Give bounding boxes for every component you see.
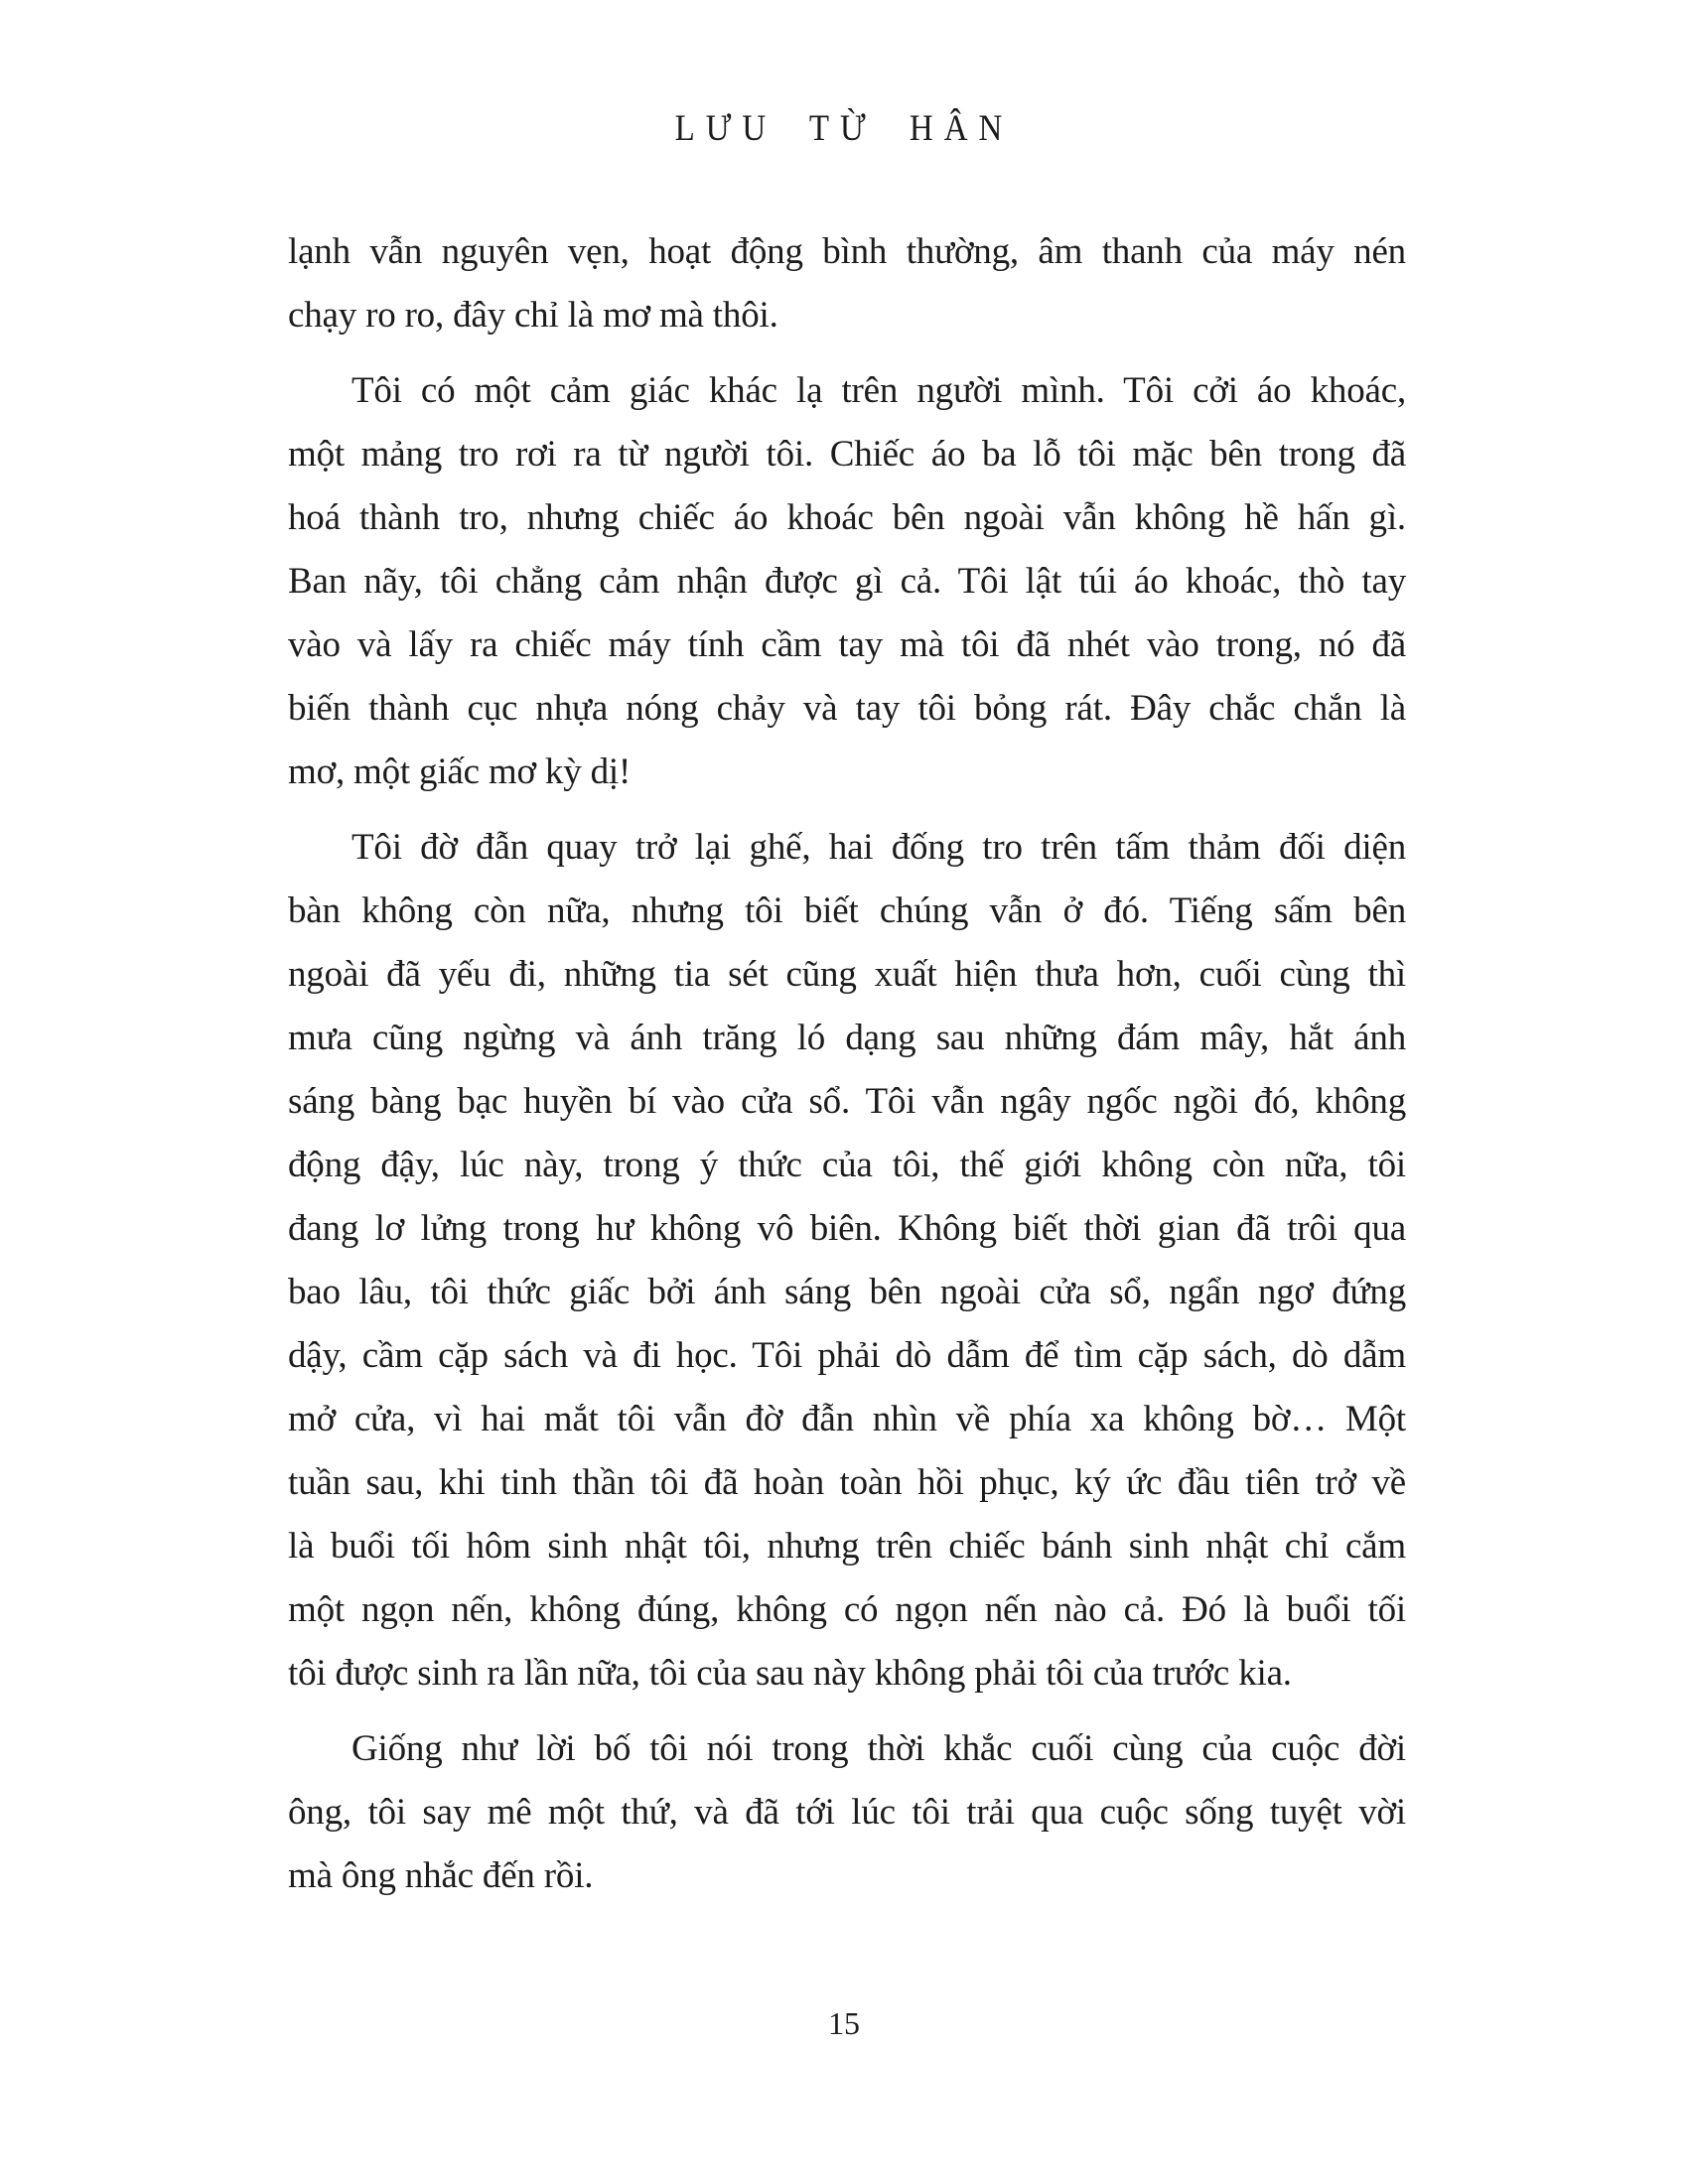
body-text [288, 220, 1406, 1920]
text-line: là buổi tối hôm sinh nhật tôi, nhưng trên chiếc bánh sinh nhật chỉ cắm [288, 1526, 1406, 1567]
text-line: tôi được sinh ra lần nữa, tôi của sau này không phải tôi của trước kia. [288, 1653, 1292, 1694]
text-line: đang lơ lửng trong hư không vô biên. Không biết thời gian đã trôi qua [288, 1208, 1406, 1249]
text-line: một mảng tro rơi ra từ người tôi. Chiếc áo ba lỗ tôi mặc bên trong đã [288, 434, 1406, 475]
text-line: Giống như lời bố tôi nói trong thời khắc cuối cùng của cuộc đời [352, 1728, 1406, 1769]
text-line: một ngọn nến, không đúng, không có ngọn nến nào cả. Đó là buổi tối [288, 1589, 1406, 1630]
text-line: mở cửa, vì hai mắt tôi vẫn đờ đẫn nhìn về phía xa không bờ… Một [288, 1399, 1406, 1439]
text-line: lạnh vẫn nguyên vẹn, hoạt động bình thường, âm thanh của máy nén [288, 231, 1406, 272]
text-line: chạy ro ro, đây chỉ là mơ mà thôi. [288, 295, 778, 336]
text-line: bàn không còn nữa, nhưng tôi biết chúng vẫn ở đó. Tiếng sấm bên [288, 890, 1406, 931]
running-header-author: LƯU TỪ HÂN [674, 108, 1014, 150]
text-line: vào và lấy ra chiếc máy tính cầm tay mà tôi đã nhét vào trong, nó đã [288, 624, 1406, 665]
text-line: hoá thành tro, nhưng chiếc áo khoác bên ngoài vẫn không hề hấn gì. [288, 497, 1406, 538]
paragraph [288, 220, 1406, 347]
text-line: ông, tôi say mê một thứ, và đã tới lúc tôi trải qua cuộc sống tuyệt vời [288, 1792, 1406, 1833]
paragraph [288, 1717, 1406, 1908]
text-line: ngoài đã yếu đi, những tia sét cũng xuất hiện thưa hơn, cuối cùng thì [288, 954, 1406, 995]
text-line: mơ, một giấc mơ kỳ dị! [288, 751, 632, 792]
text-line: mưa cũng ngừng và ánh trăng ló dạng sau những đám mây, hắt ánh [288, 1018, 1406, 1058]
text-line: dậy, cầm cặp sách và đi học. Tôi phải dò dẫm để tìm cặp sách, dò dẫm [288, 1335, 1406, 1376]
text-line: Ban nãy, tôi chẳng cảm nhận được gì cả. Tôi lật túi áo khoác, thò tay [288, 561, 1406, 602]
text-line: bao lâu, tôi thức giấc bởi ánh sáng bên ngoài cửa sổ, ngẩn ngơ đứng [288, 1272, 1406, 1312]
text-line: tuần sau, khi tinh thần tôi đã hoàn toàn hồi phục, ký ức đầu tiên trở về [288, 1462, 1406, 1503]
paragraph [288, 359, 1406, 804]
paragraph [288, 816, 1406, 1706]
text-line: Tôi có một cảm giác khác lạ trên người mình. Tôi cởi áo khoác, [352, 370, 1406, 411]
text-line: động đậy, lúc này, trong ý thức của tôi, thế giới không còn nữa, tôi [288, 1145, 1406, 1185]
text-line: sáng bàng bạc huyền bí vào cửa sổ. Tôi vẫn ngây ngốc ngồi đó, không [288, 1081, 1406, 1122]
text-line: Tôi đờ đẫn quay trở lại ghế, hai đống tro trên tấm thảm đối diện [352, 827, 1406, 868]
page-number: 15 [828, 2005, 860, 2041]
text-line: biến thành cục nhựa nóng chảy và tay tôi bỏng rát. Đây chắc chắn là [288, 688, 1406, 729]
text-line: mà ông nhắc đến rồi. [288, 1855, 594, 1896]
